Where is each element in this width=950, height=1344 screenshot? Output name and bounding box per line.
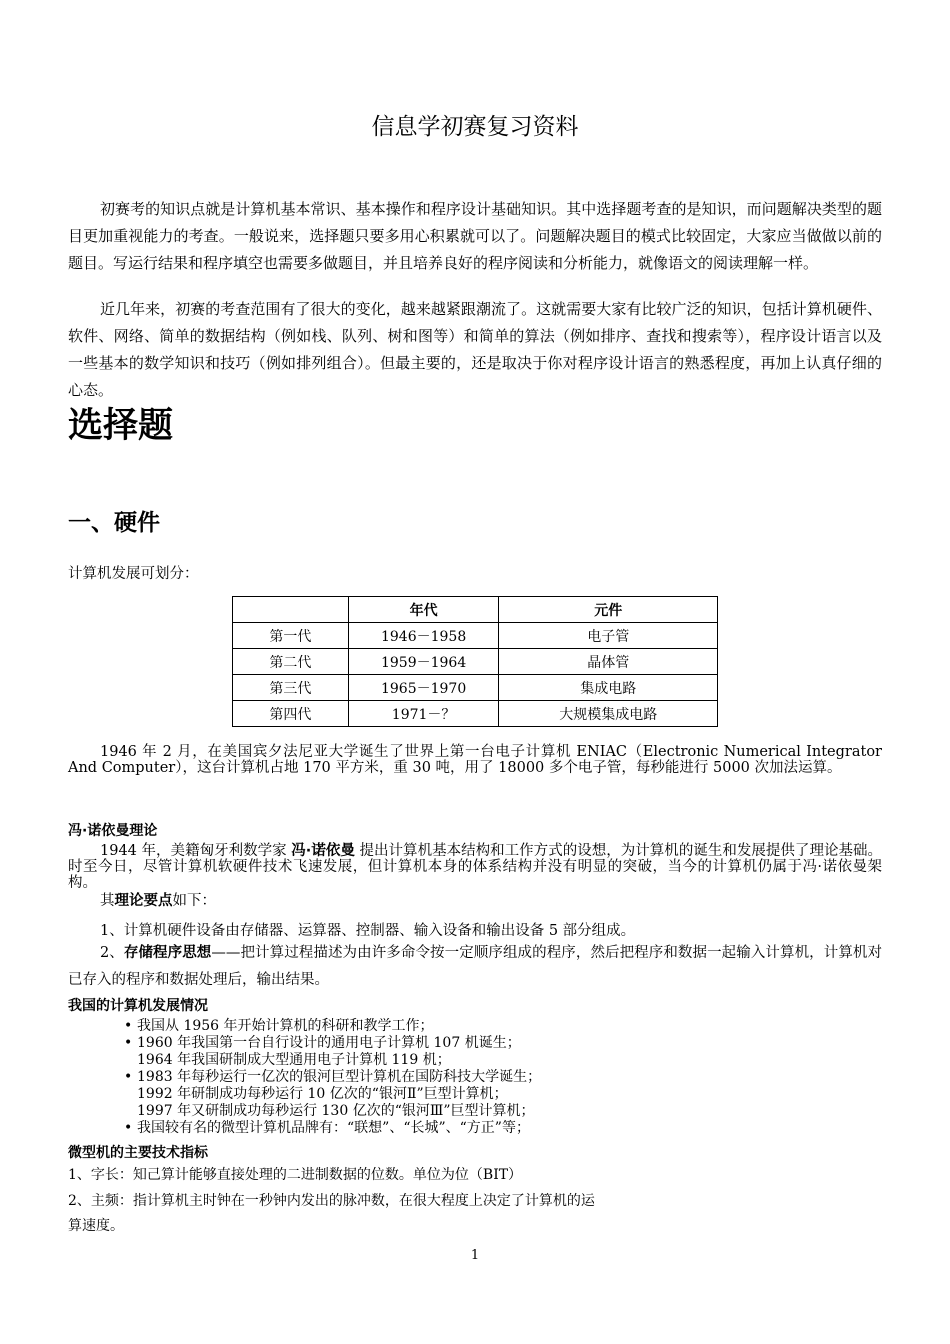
generations-table: [232, 596, 718, 727]
micro-item-2-line-1: 2、主频：指计算机主时钟在一秒钟内发出的脉冲数，在很大程度上决定了计算机的运: [68, 1193, 595, 1209]
bullet-icon: •: [124, 1120, 133, 1136]
list-item-line: 1983 年每秒运行一亿次的银河巨型计算机在国防科技大学诞生；: [137, 1069, 542, 1085]
bullet-icon: •: [124, 1069, 133, 1085]
section-heading: 选择题: [68, 406, 174, 446]
table-header-cell: 年代: [348, 597, 499, 623]
list-item: [124, 1018, 541, 1035]
list-item-line: 1964 年我国研制成大型通用电子计算机 119 机；: [137, 1052, 451, 1068]
list-item: [124, 1120, 541, 1137]
micro-item-1: 1、字长：知己算计能够直接处理的二进制数据的位数。单位为位（BIT）: [68, 1167, 523, 1183]
neumann-heading: 冯·诺依曼理论: [68, 823, 158, 839]
table-cell: 1965－1970: [348, 675, 499, 701]
eniac-paragraph: 1946 年 2 月，在美国宾夕法尼亚大学诞生了世界上第一台电子计算机 ENIAC（Electronic Numerical Integrator And Computer），这台计算机占地 170 平方米，重 30 吨，用了 18000 多个电子管，每秒能进行 5000 次加法运算。: [68, 744, 882, 776]
neumann-text-prefix: 1944 年，美籍匈牙利数学家: [100, 843, 292, 859]
table-cell: 集成电路: [499, 675, 718, 701]
list-item-line: 我国从 1956 年开始计算机的科研和教学工作；: [137, 1018, 434, 1034]
table-header-row: [233, 597, 718, 623]
subsection-heading: 一、硬件: [68, 510, 160, 536]
intro-paragraph-1: 初赛考的知识点就是计算机基本常识、基本操作和程序设计基础知识。其中选择题考查的是知识，而问题解决类型的题目更加重视能力的考查。一般说来，选择题只要多用心积累就可以了。问题解决题目的模式比较固定，大家应当做做以前的题目。写运行结果和程序填空也需要多做题目，并且培养良好的程序阅读和分析能力，就像语文的阅读理解一样。: [68, 200, 882, 272]
key-points-prefix: 其: [100, 893, 115, 909]
table-cell: 晶体管: [499, 649, 718, 675]
table-cell: 大规模集成电路: [499, 701, 718, 727]
china-heading: 我国的计算机发展情况: [68, 998, 208, 1014]
table-cell: 第一代: [233, 623, 349, 649]
micro-item-2-line-2: 算速度。: [68, 1218, 124, 1234]
key-points-bold: 理论要点: [114, 893, 173, 909]
table-row: [233, 701, 718, 727]
neumann-name: 冯·诺依曼: [291, 843, 355, 859]
china-development-list: [124, 1018, 541, 1137]
table-cell: 第四代: [233, 701, 349, 727]
table-cell: 第三代: [233, 675, 349, 701]
table-cell: 1946－1958: [348, 623, 499, 649]
neumann-paragraph: [68, 843, 882, 891]
table-cell: 1971－？: [348, 701, 499, 727]
list-item-line: 1992 年研制成功每秒运行 10 亿次的“银河Ⅱ”巨型计算机；: [137, 1086, 508, 1102]
list-item-line: 1960 年我国第一台自行设计的通用电子计算机 107 机诞生；: [137, 1035, 521, 1051]
key-point-2-bold: 存储程序思想: [123, 945, 212, 961]
key-points-intro: [68, 893, 882, 909]
bullet-icon: •: [124, 1035, 133, 1051]
page-number: 1: [470, 1248, 480, 1263]
document-title: 信息学初赛复习资料: [371, 114, 579, 140]
table-cell: 1959－1964: [348, 649, 499, 675]
neumann-text-suffix: 提出计算机基本结构和工作方式的设想，为计算机的诞生和发展提供了理论基础。时至今日，尽管计算机软硬件技术飞速发展，但计算机本身的体系结构并没有明显的突破，当今的计算机仍属于冯·诺依曼架构。: [68, 843, 883, 891]
table-row: [233, 623, 718, 649]
table-cell: 电子管: [499, 623, 718, 649]
key-points-suffix: 如下：: [172, 893, 216, 909]
development-label: 计算机发展可划分：: [68, 566, 199, 582]
intro-paragraph-2: 近几年来，初赛的考查范围有了很大的变化，越来越紧跟潮流了。这就需要大家有比较广泛的知识，包括计算机硬件、软件、网络、简单的数据结构（例如栈、队列、树和图等）和简单的算法（例如排序、查找和搜索等），程序设计语言以及一些基本的数学知识和技巧（例如排列组合）。但最主要的，还是取决于你对程序设计语言的熟悉程度，再加上认真仔细的心态。: [68, 300, 882, 399]
key-point-2-prefix: 2、: [100, 945, 124, 961]
table-cell: 第二代: [233, 649, 349, 675]
micro-heading: 微型机的主要技术指标: [68, 1145, 208, 1161]
key-point-2: [68, 940, 882, 994]
table-header-cell: [233, 597, 349, 623]
bullet-icon: •: [124, 1018, 133, 1034]
table-row: [233, 649, 718, 675]
list-item: [124, 1069, 541, 1120]
key-point-2-suffix: ——把计算过程描述为由许多命令按一定顺序组成的程序，然后把程序和数据一起输入计算机，计算机对已存入的程序和数据处理后，输出结果。: [68, 945, 882, 988]
table-header-cell: 元件: [499, 597, 718, 623]
table-row: [233, 675, 718, 701]
list-item-line: 我国较有名的微型计算机品牌有：“联想”、“长城”、“方正”等；: [137, 1120, 530, 1136]
list-item: [124, 1035, 541, 1069]
list-item-line: 1997 年又研制成功每秒运行 130 亿次的“银河Ⅲ”巨型计算机；: [137, 1103, 535, 1119]
key-point-1: 1、计算机硬件设备由存储器、运算器、控制器、输入设备和输出设备 5 部分组成。: [100, 923, 636, 939]
